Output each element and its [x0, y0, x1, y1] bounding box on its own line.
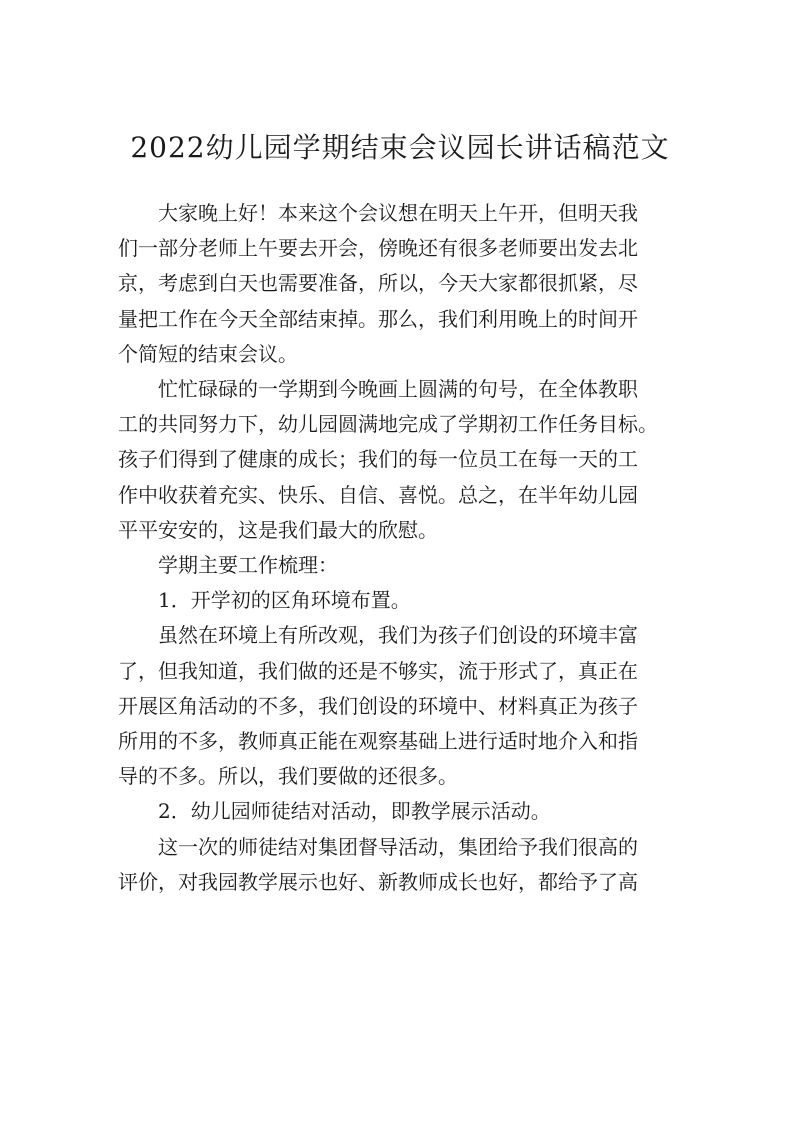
paragraph-item-1-body — [118, 618, 684, 794]
paragraph-greeting — [118, 196, 684, 372]
text-line: 作中收获着充实、快乐、自信、喜悦。总之，在半年幼儿园 — [118, 482, 638, 507]
text-line: 孩子们得到了健康的成长；我们的每一位员工在每一天的工 — [118, 447, 638, 472]
text-line: 导的不多。所以，我们要做的还很多。 — [118, 764, 458, 789]
paragraph-semester-summary — [118, 372, 684, 548]
text-line: 量把工作在今天全部结束掉。那么，我们利用晚上的时间开 — [118, 306, 638, 331]
text-line: 所用的不多，教师真正能在观察基础上进行适时地介入和指 — [118, 729, 638, 754]
text-line: 开展区角活动的不多，我们创设的环境中、材料真正为孩子 — [118, 693, 638, 718]
text-line: 2．幼儿园师徒结对活动，即教学展示活动。 — [158, 799, 551, 824]
text-line: 评价，对我园教学展示也好、新教师成长也好，都给予了高 — [118, 869, 638, 894]
paragraph-item-2-body — [118, 830, 684, 900]
text-line: 学期主要工作梳理： — [158, 553, 338, 578]
text-line: 个简短的结束会议。 — [118, 341, 298, 366]
text-line: 京，考虑到白天也需要准备，所以，今天大家都很抓紧，尽 — [118, 271, 638, 296]
document-body — [118, 196, 684, 900]
text-line: 1．开学初的区角环境布置。 — [158, 588, 411, 613]
paragraph-item-2-heading — [118, 794, 684, 829]
text-line: 了，但我知道，我们做的还是不够实，流于形式了，真正在 — [118, 658, 638, 683]
paragraph-work-review-heading — [118, 548, 684, 583]
text-line: 虽然在环境上有所改观，我们为孩子们创设的环境丰富 — [158, 623, 638, 648]
text-line: 平平安安的，这是我们最大的欣慰。 — [118, 517, 438, 542]
paragraph-item-1-heading — [118, 583, 684, 618]
text-line: 们一部分老师上午要去开会，傍晚还有很多老师要出发去北 — [118, 236, 638, 261]
document-title: 2022幼儿园学期结束会议园长讲话稿范文 — [130, 131, 670, 164]
text-line: 工的共同努力下，幼儿园圆满地完成了学期初工作任务目标。 — [118, 412, 658, 437]
text-line: 忙忙碌碌的一学期到今晚画上圆满的句号，在全体教职 — [158, 377, 638, 402]
text-line: 大家晚上好！本来这个会议想在明天上午开，但明天我 — [158, 201, 638, 225]
text-line: 这一次的师徒结对集团督导活动，集团给予我们很高的 — [158, 834, 638, 859]
